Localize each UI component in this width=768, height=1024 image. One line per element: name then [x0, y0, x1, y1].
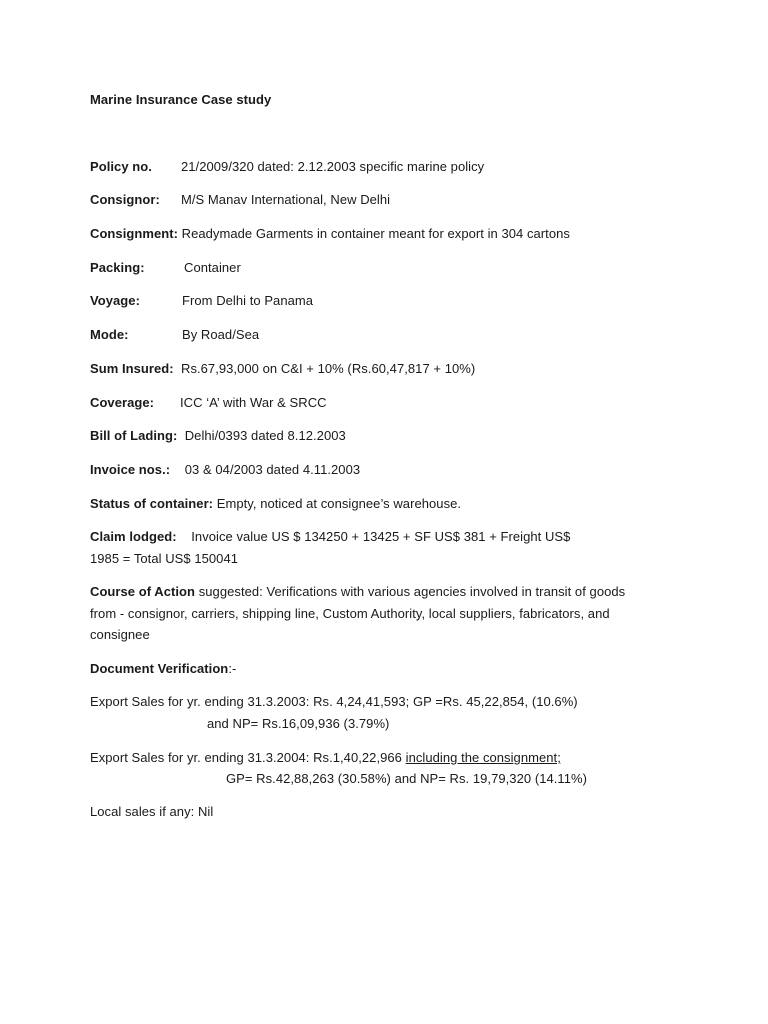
course-value-line1: suggested: Verifications with various agencies involved in transit of goods	[198, 584, 626, 599]
claim-label: Claim lodged:	[90, 529, 177, 544]
status-row	[90, 496, 461, 512]
policy-row	[90, 159, 484, 175]
sum-insured-value: Rs.67,93,000 on C&I + 10% (Rs.60,47,817 + 10%)	[181, 361, 476, 376]
bill-of-lading-value: Delhi/0393 dated 8.12.2003	[184, 428, 346, 443]
packing-value: Container	[184, 260, 241, 275]
course-row	[90, 584, 625, 600]
mode-label: Mode:	[90, 327, 129, 342]
export-2004-line2: GP= Rs.42,88,263 (30.58%) and NP= Rs. 19,79,320 (14.11%)	[226, 771, 587, 786]
export-2003-row	[90, 694, 578, 710]
export-2003-row-continued	[207, 716, 389, 732]
policy-value: 21/2009/320 dated: 2.12.2003 specific marine policy	[181, 159, 485, 174]
course-value-line3: consignee	[90, 627, 150, 642]
status-value: Empty, noticed at consignee’s warehouse.	[216, 496, 462, 511]
mode-row	[90, 327, 259, 343]
consignor-row	[90, 192, 390, 208]
bill-of-lading-label: Bill of Lading:	[90, 428, 178, 443]
voyage-label: Voyage:	[90, 293, 140, 308]
sum-insured-label: Sum Insured:	[90, 361, 174, 376]
claim-row-continued	[90, 551, 238, 567]
export-2004-row-continued	[226, 771, 587, 787]
sum-insured-row	[90, 361, 475, 377]
voyage-row	[90, 293, 313, 309]
export-2003-line2: and NP= Rs.16,09,936 (3.79%)	[207, 716, 390, 731]
coverage-value: ICC ‘A’ with War & SRCC	[180, 395, 327, 410]
consignment-label: Consignment:	[90, 226, 178, 241]
export-2004-line1-underlined: including the consignment;	[405, 750, 561, 765]
course-label: Course of Action	[90, 584, 196, 599]
document-title: Marine Insurance Case study	[90, 92, 272, 107]
course-row-continued-1	[90, 606, 610, 622]
claim-value-line1: Invoice value US $ 134250 + 13425 + SF US$ 381 + Freight US$	[191, 529, 571, 544]
course-value-line2: from - consignor, carriers, shipping line, Custom Authority, local suppliers, fabricators, and	[90, 606, 610, 621]
packing-label: Packing:	[90, 260, 145, 275]
packing-row	[90, 260, 241, 276]
consignor-value: M/S Manav International, New Delhi	[181, 192, 391, 207]
coverage-label: Coverage:	[90, 395, 155, 410]
document-verification-suffix: :-	[228, 661, 237, 676]
status-label: Status of container:	[90, 496, 214, 511]
document-verification-label: Document Verification	[90, 661, 229, 676]
course-row-continued-2	[90, 627, 150, 643]
export-2003-line1: Export Sales for yr. ending 31.3.2003: Rs. 4,24,41,593; GP =Rs. 45,22,854, (10.6%)	[90, 694, 578, 709]
invoice-label: Invoice nos.:	[90, 462, 171, 477]
export-2004-line1-prefix: Export Sales for yr. ending 31.3.2004: Rs.1,40,22,966	[90, 750, 406, 765]
policy-label: Policy no.	[90, 159, 152, 174]
export-2004-row	[90, 750, 561, 766]
bill-of-lading-row	[90, 428, 346, 444]
invoice-value: 03 & 04/2003 dated 4.11.2003	[184, 462, 361, 477]
invoice-row	[90, 462, 360, 478]
mode-value: By Road/Sea	[182, 327, 260, 342]
coverage-row	[90, 395, 327, 411]
local-sales-row: Local sales if any: Nil	[90, 804, 214, 819]
consignment-value: Readymade Garments in container meant for export in 304 cartons	[181, 226, 570, 241]
voyage-value: From Delhi to Panama	[182, 293, 314, 308]
claim-row	[90, 529, 570, 545]
consignor-label: Consignor:	[90, 192, 160, 207]
document-verification-heading	[90, 661, 236, 677]
consignment-row	[90, 226, 570, 242]
claim-value-line2: 1985 = Total US$ 150041	[90, 551, 239, 566]
